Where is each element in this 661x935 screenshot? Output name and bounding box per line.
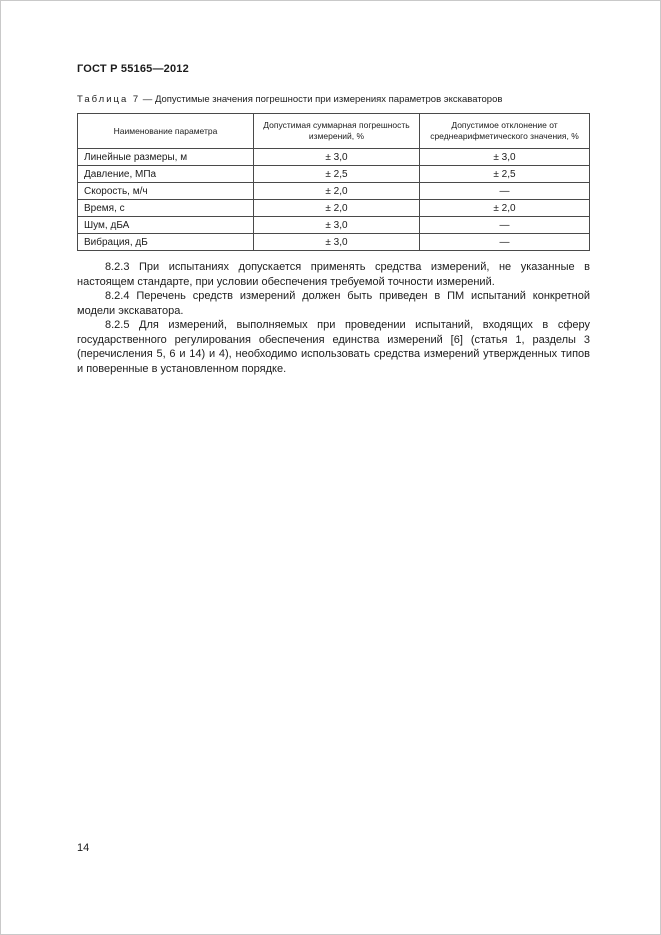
value-cell: ± 2,0 [420,200,590,217]
column-header-total-error: Допустимая суммарная погрешность измерений, % [254,114,420,149]
param-cell: Линейные размеры, м [78,149,254,166]
column-header-deviation: Допустимое отклонение от среднеарифметического значения, % [420,114,590,149]
table-body [78,149,590,251]
value-cell: ± 2,5 [254,166,420,183]
column-header-parameter: Наименование параметра [78,114,254,149]
table-row [78,166,590,183]
table-row [78,183,590,200]
param-cell: Время, с [78,200,254,217]
value-cell: ± 3,0 [254,234,420,251]
value-cell: ± 3,0 [254,149,420,166]
table-row [78,234,590,251]
table-caption-text: — Допустимые значения погрешности при измерениях параметров экскаваторов [140,94,503,105]
param-cell: Шум, дБА [78,217,254,234]
table-row [78,217,590,234]
paragraph-8-2-5: 8.2.5 Для измерений, выполняемых при проведении испытаний, входящих в сферу государственного регулирования обеспечения единства измерений [6] (статья 1, разделы 3 (перечисления 5, 6 и 14) и 4), необходимо использовать средства измерений утвержденных типов и поверенные в установленном порядке. [77,319,590,375]
paragraph-8-2-4: 8.2.4 Перечень средств измерений должен быть приведен в ПМ испытаний конкретной модели экскаватора. [77,290,590,317]
paragraph-8-2-3: 8.2.3 При испытаниях допускается применять средства измерений, не указанные в настоящем стандарте, при условии обеспечения требуемой точности измерений. [77,261,590,288]
value-cell: — [420,234,590,251]
table-caption-label: Таблица 7 [77,94,141,105]
value-cell: — [420,183,590,200]
value-cell: ± 3,0 [254,217,420,234]
table-header [78,114,590,149]
page-number: 14 [77,842,90,854]
parameters-table [77,113,590,251]
table-row [78,149,590,166]
value-cell: ± 2,0 [254,200,420,217]
value-cell: ± 2,0 [254,183,420,200]
value-cell: ± 2,5 [420,166,590,183]
body-text [77,260,590,376]
value-cell: ± 3,0 [420,149,590,166]
param-cell: Вибрация, дБ [78,234,254,251]
table-caption [77,94,502,105]
table-header-row [78,114,590,149]
param-cell: Давление, МПа [78,166,254,183]
param-cell: Скорость, м/ч [78,183,254,200]
document-header: ГОСТ Р 55165—2012 [77,63,189,75]
table-row [78,200,590,217]
value-cell: — [420,217,590,234]
